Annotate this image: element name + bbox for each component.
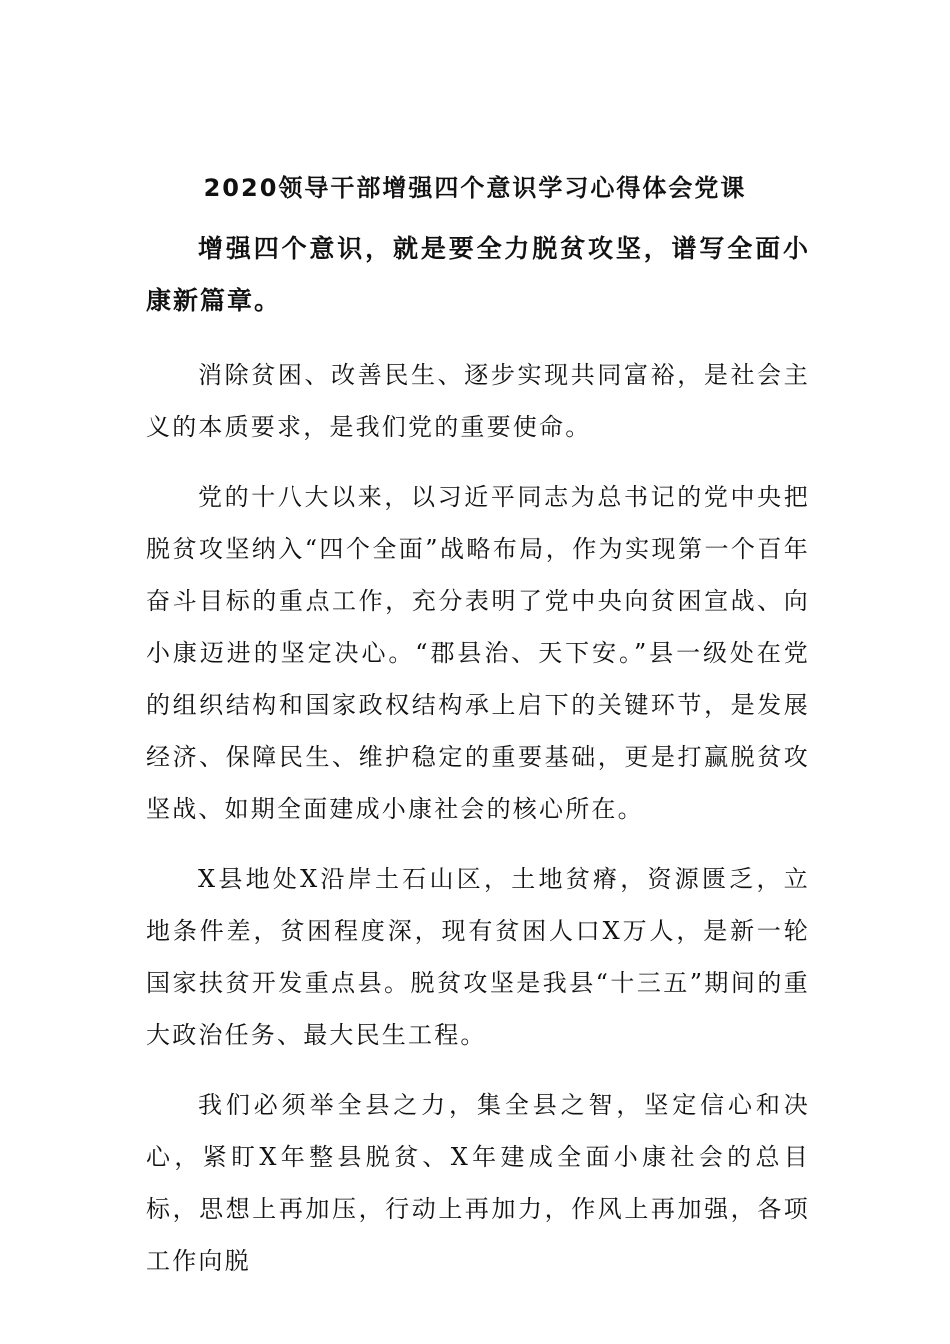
paragraph-1: 消除贫困、改善民生、逐步实现共同富裕，是社会主义的本质要求，是我们党的重要使命。 [146, 361, 810, 441]
paragraph-2: 党的十八大以来，以习近平同志为总书记的党中央把脱贫攻坚纳入“四个全面”战略布局，作为实现第一个百年奋斗目标的重点工作，充分表明了党中央向贫困宣战、向小康迈进的坚定决心。“郡县治、天下安。”县一级处在党的组织结构和国家政权结构承上启下的关键环节，是发展经济、保障民生、维护稳定的重要基础，更是打赢脱贫攻坚战、如期全面建成小康社会的核心所在。 [146, 483, 810, 823]
section-heading: 增强四个意识，就是要全力脱贫攻坚，谱写全面小康新篇章。 [146, 234, 810, 315]
document-title: 2020领导干部增强四个意识学习心得体会党课 [203, 174, 747, 202]
paragraph-3: X县地处X沿岸土石山区，土地贫瘠，资源匮乏，立地条件差，贫困程度深，现有贫困人口X万人，是新一轮国家扶贫开发重点县。脱贫攻坚是我县“十三五”期间的重大政治任务、最大民生工程。 [146, 865, 810, 1049]
paragraph-4: 我们必须举全县之力，集全县之智，坚定信心和决心，紧盯X年整县脱贫、X年建成全面小康社会的总目标，思想上再加压，行动上再加力，作风上再加强，各项工作向脱 [146, 1091, 810, 1275]
document-body [146, 223, 810, 1305]
